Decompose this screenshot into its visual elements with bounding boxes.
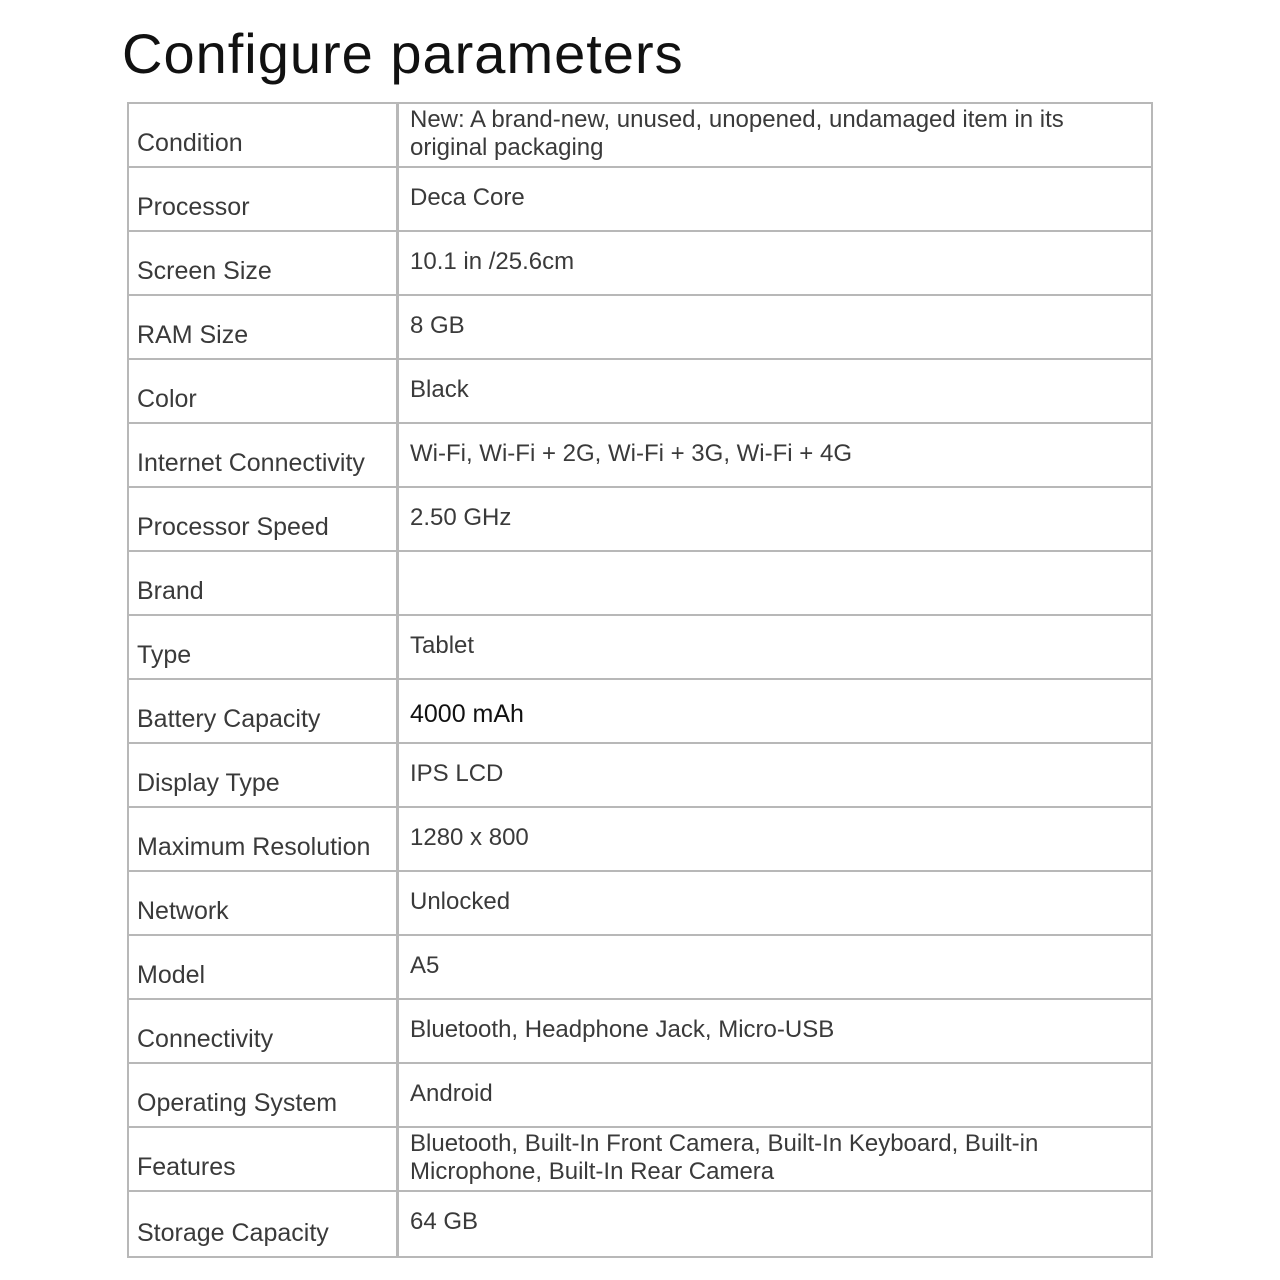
spec-label: Operating System <box>129 1064 399 1126</box>
table-row <box>129 616 1151 680</box>
spec-label: Model <box>129 936 399 998</box>
spec-table <box>127 102 1153 1258</box>
spec-label: Features <box>129 1128 399 1190</box>
page-title: Configure parameters <box>122 22 684 85</box>
spec-value: Unlocked <box>410 888 511 915</box>
table-row <box>129 552 1151 616</box>
spec-label: Processor Speed <box>129 488 399 550</box>
table-row <box>129 744 1151 808</box>
spec-value: Android <box>410 1080 493 1107</box>
spec-label: Processor <box>129 168 399 230</box>
spec-label: Color <box>129 360 399 422</box>
table-row <box>129 872 1151 936</box>
spec-value: Bluetooth, Built-In Front Camera, Built-In Keyboard, Built-in Microphone, Built-In Rear Camera <box>410 1130 1039 1185</box>
spec-value: 64 GB <box>410 1208 479 1235</box>
table-row <box>129 296 1151 360</box>
spec-value: 4000 mAh <box>410 700 524 728</box>
table-row <box>129 360 1151 424</box>
spec-value: 1280 x 800 <box>410 824 529 851</box>
spec-label: Display Type <box>129 744 399 806</box>
table-row <box>129 1000 1151 1064</box>
table-row <box>129 168 1151 232</box>
table-row <box>129 104 1151 168</box>
spec-label: Battery Capacity <box>129 680 399 742</box>
table-row <box>129 936 1151 1000</box>
spec-label: Connectivity <box>129 1000 399 1062</box>
spec-value: 2.50 GHz <box>410 504 512 531</box>
table-row <box>129 1128 1151 1192</box>
spec-value: A5 <box>410 952 440 979</box>
table-row <box>129 424 1151 488</box>
spec-label: Type <box>129 616 399 678</box>
spec-label: Network <box>129 872 399 934</box>
spec-label: Brand <box>129 552 399 614</box>
spec-value: Deca Core <box>410 184 525 211</box>
spec-value: Wi-Fi, Wi-Fi + 2G, Wi-Fi + 3G, Wi-Fi + 4G <box>410 440 852 467</box>
spec-value <box>399 552 1151 614</box>
spec-value: Tablet <box>410 632 475 659</box>
spec-label: Maximum Resolution <box>129 808 399 870</box>
spec-value: Black <box>410 376 469 403</box>
table-row <box>129 488 1151 552</box>
spec-label: Storage Capacity <box>129 1192 399 1256</box>
spec-value: New: A brand-new, unused, unopened, undamaged item in its original packaging <box>410 106 1064 161</box>
table-row <box>129 808 1151 872</box>
table-row <box>129 232 1151 296</box>
spec-value: 8 GB <box>410 312 465 339</box>
table-row <box>129 1064 1151 1128</box>
table-row <box>129 1192 1151 1256</box>
spec-label: Internet Connectivity <box>129 424 399 486</box>
spec-value: IPS LCD <box>410 760 504 787</box>
spec-label: Screen Size <box>129 232 399 294</box>
table-row <box>129 680 1151 744</box>
spec-label: RAM Size <box>129 296 399 358</box>
spec-value: Bluetooth, Headphone Jack, Micro-USB <box>410 1016 835 1043</box>
spec-label: Condition <box>129 104 399 166</box>
spec-value: 10.1 in /25.6cm <box>410 248 575 275</box>
